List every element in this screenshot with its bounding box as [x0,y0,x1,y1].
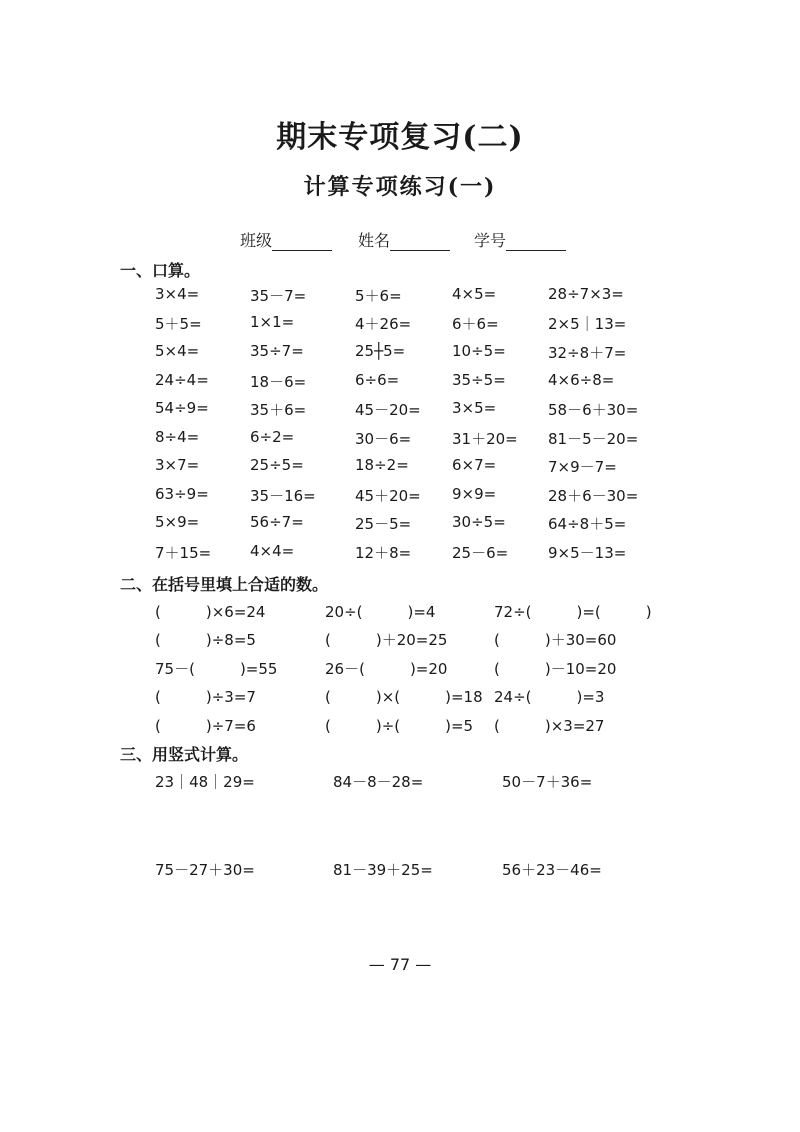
oral-calc-problem: 2×5｜13= [548,315,627,333]
page-subtitle: 计算专项练习(一) [303,174,497,200]
oral-calc-problem: 35－7= [250,287,307,305]
oral-calc-problem: 5＋5= [155,315,202,333]
vertical-calc-problem: 84－8－28= [333,773,424,791]
fill-bracket-problem: ( )×( )=18 [325,688,483,706]
fill-bracket-problem: ( )－10=20 [494,660,617,678]
oral-calc-problem: 18－6= [250,373,307,391]
oral-calc-problem: 9×9= [452,485,497,503]
vertical-calc-problem: 81－39＋25= [333,861,433,879]
name-field [358,228,450,251]
fill-bracket-problem: 24÷( )=3 [494,688,605,706]
oral-calc-problem: 8÷4= [155,428,200,446]
oral-calc-problem: 5×9= [155,513,200,531]
oral-calc-problem: 54÷9= [155,399,209,417]
fill-bracket-problem: ( )×3=27 [494,717,605,735]
fill-bracket-problem: ( )÷8=5 [155,631,256,649]
fill-bracket-problem: ( )＋30=60 [494,631,617,649]
oral-calc-problem: 3×7= [155,456,200,474]
class-field [240,228,332,251]
oral-calc-problem: 4＋26= [355,315,412,333]
oral-calc-problem: 35÷5= [452,371,506,389]
oral-calc-problem: 3×5= [452,399,497,417]
oral-calc-problem: 4×4= [250,542,295,560]
oral-calc-problem: 18÷2= [355,456,409,474]
vertical-calc-problem: 75－27＋30= [155,861,255,879]
oral-calc-problem: 9×5－13= [548,544,627,562]
student-no-label: 学号 [474,231,507,250]
student-no-blank[interactable] [506,234,566,251]
oral-calc-problem: 32÷8＋7= [548,344,627,362]
oral-calc-problem: 5＋6= [355,287,402,305]
section3-heading: 三、用竖式计算。 [120,745,249,764]
fill-bracket-problem: ( )×6=24 [155,603,266,621]
fill-bracket-problem: ( )÷3=7 [155,688,256,706]
oral-calc-problem: 28＋6－30= [548,487,639,505]
fill-bracket-problem: 20÷( )=4 [325,603,436,621]
page-number: — 77 — [368,955,432,974]
fill-bracket-problem: 72÷( )=( ) [494,603,652,621]
oral-calc-problem: 35÷7= [250,342,304,360]
oral-calc-problem: 45＋20= [355,487,421,505]
oral-calc-problem: 10÷5= [452,342,506,360]
oral-calc-problem: 3×4= [155,285,200,303]
oral-calc-problem: 28÷7×3= [548,285,624,303]
section2-heading: 二、在括号里填上合适的数。 [120,575,329,594]
oral-calc-problem: 35＋6= [250,401,307,419]
name-label: 姓名 [358,231,391,250]
fill-bracket-problem: 26－( )=20 [325,660,448,678]
oral-calc-problem: 56÷7= [250,513,304,531]
oral-calc-problem: 7×9－7= [548,458,617,476]
oral-calc-problem: 25－6= [452,544,509,562]
class-blank[interactable] [272,234,332,251]
oral-calc-problem: 4×6÷8= [548,371,615,389]
oral-calc-problem: 4×5= [452,285,497,303]
oral-calc-problem: 25┼5= [355,342,406,360]
student-info-row [240,228,580,252]
oral-calc-problem: 45－20= [355,401,421,419]
oral-calc-problem: 7＋15= [155,544,212,562]
section1-heading: 一、口算。 [120,261,201,280]
fill-bracket-problem: ( )＋20=25 [325,631,448,649]
vertical-calc-problem: 50－7＋36= [502,773,593,791]
fill-bracket-problem: ( )÷( )=5 [325,717,474,735]
vertical-calc-problem: 56＋23－46= [502,861,602,879]
oral-calc-problem: 12＋8= [355,544,412,562]
fill-bracket-problem: ( )÷7=6 [155,717,256,735]
class-label: 班级 [240,231,273,250]
oral-calc-problem: 63÷9= [155,485,209,503]
oral-calc-problem: 58－6＋30= [548,401,639,419]
oral-calc-problem: 25÷5= [250,456,304,474]
name-blank[interactable] [390,234,450,251]
oral-calc-problem: 30÷5= [452,513,506,531]
oral-calc-problem: 1×1= [250,313,295,331]
oral-calc-problem: 35－16= [250,487,316,505]
student-no-field [474,228,566,251]
oral-calc-problem: 64÷8＋5= [548,515,627,533]
oral-calc-problem: 6×7= [452,456,497,474]
oral-calc-problem: 6÷2= [250,428,295,446]
oral-calc-problem: 30－6= [355,430,412,448]
oral-calc-problem: 6÷6= [355,371,400,389]
oral-calc-problem: 31＋20= [452,430,518,448]
oral-calc-problem: 24÷4= [155,371,209,389]
oral-calc-problem: 5×4= [155,342,200,360]
oral-calc-problem: 81－5－20= [548,430,639,448]
vertical-calc-problem: 23｜48｜29= [155,773,255,791]
fill-bracket-problem: 75－( )=55 [155,660,278,678]
page-title: 期末专项复习(二) [276,120,524,155]
oral-calc-problem: 6＋6= [452,315,499,333]
oral-calc-problem: 25－5= [355,515,412,533]
